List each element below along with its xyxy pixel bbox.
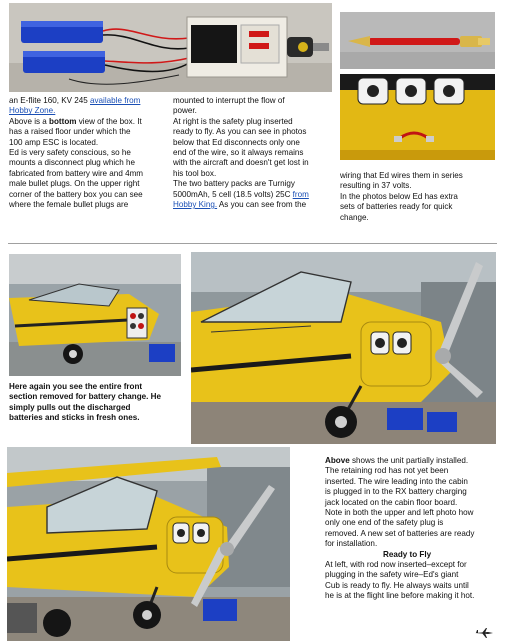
text-line: he is at the flight line before making it hot. [325,591,475,601]
text-line: In the photos below Ed has extra [340,191,458,201]
text-line: corner of the battery box you can see [9,189,143,199]
text-line: removed. A new set of batteries are ready [325,528,475,538]
text-line: 100 amp ESC is located. [9,137,99,147]
text-line [9,106,169,116]
text-line: has a raised floor under which the [9,127,131,137]
safety-plug-text-column [173,96,335,210]
text-line: At right is the safety plug inserted [173,116,293,126]
text-line: Hobby King. As you can see from the [173,200,307,210]
section-divider [8,243,497,244]
text-line: 5000mAh, 5 cell (18.5 volts) 25C from [173,189,309,199]
text-line: At left, with rod now inserted–except for [325,560,467,570]
front-section-caption [9,382,189,424]
text-line: fabricated from battery wire and 4mm [9,168,144,178]
text-line: Above is a bottom view of the box. It [9,116,142,126]
text-line: sets of batteries ready for quick [340,202,453,212]
front-section-removed-photo [9,254,181,376]
text-line: section removed for battery change. He [9,392,162,402]
installation-text-column [325,456,501,602]
battery-wiring-text-column [340,171,500,223]
text-line: Cub is ready to fly. He always waits until [325,580,469,590]
text-line: jack located on the cabin floor board. [325,497,458,507]
text-line: plugging in the safety wire–Ed's giant [325,570,459,580]
plug-inserted-photo [340,74,495,160]
text-line: The retaining rod has not yet been [325,466,449,476]
cub-nose-batteries-photo [191,252,496,444]
text-line: inserted. The wire leading into the cabin [325,476,468,486]
text-line: change. [340,212,369,222]
text-line: with the aircraft and doesn't get lost in [173,158,309,168]
battery-box-photo [9,3,332,92]
text-line: for installation. [325,539,378,549]
text-line: his tool box. [173,168,217,178]
text-line: resulting in 37 volts. [340,181,412,191]
hyperlink[interactable]: from [292,189,309,199]
text-line: The two battery packs are Turnigy [173,179,295,189]
text-line: Ed is very safety conscious, so he [9,148,131,158]
safety-plug-photo [340,12,495,69]
airplane-icon [474,626,494,638]
hyperlink[interactable]: Hobby King. [173,200,218,210]
text-line: end of the wire, so it always remains [173,148,304,158]
text-line: Above shows the unit partially installed. [325,456,469,465]
text-line: mounts a disconnect plug which he [9,158,135,168]
text-line: power. [173,106,197,116]
intro-text-column [9,96,169,210]
text-line: wiring that Ed wires them in series [340,171,463,180]
hyperlink[interactable]: Hobby Zone. [9,106,56,116]
text-line: mounted to interrupt the flow of [173,96,285,105]
ready-to-fly-photo [7,447,290,641]
text-line: male bullet plugs. On the upper right [9,179,140,189]
text-line: batteries and sticks in fresh ones. [9,413,140,423]
text-line: Here again you see the entire front [9,382,143,391]
text-line: is plugged in to the RX battery charging [325,487,467,497]
text-line: ready to fly. As you can see in photos [173,127,307,137]
text-line: only one end of the safety plug is [325,518,444,528]
text-line: an E-flite 160, KV 245 available from [9,96,141,105]
hyperlink[interactable]: available from [90,96,141,105]
text-line: Note in both the upper and left photo how [325,508,474,518]
text-line: below that Ed disconnects only one [173,137,300,147]
text-line: simply pulls out the discharged [9,402,131,412]
section-heading: Ready to Fly [383,549,432,559]
text-line: where the female bullet plugs are [9,200,129,210]
